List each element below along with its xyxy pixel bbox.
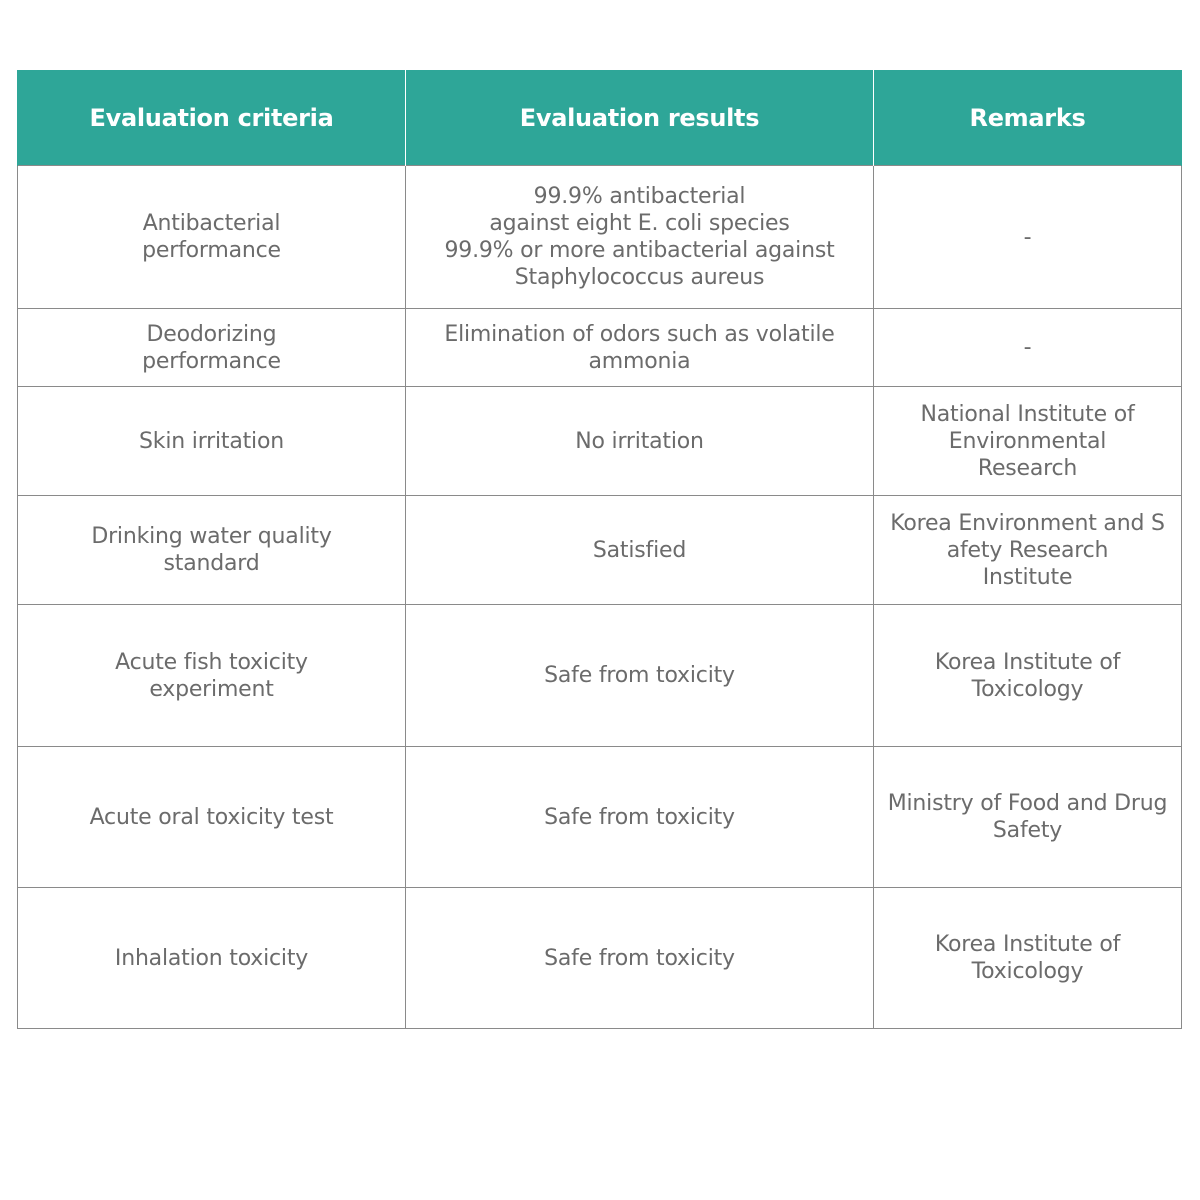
criteria-cell: Deodorizing performance: [18, 309, 406, 387]
header-evaluation-results: Evaluation results: [406, 70, 874, 166]
remarks-cell: Korea Institute of Toxicology: [874, 888, 1182, 1029]
table-row: [18, 496, 1182, 605]
criteria-cell: Inhalation toxicity: [18, 888, 406, 1029]
remarks-cell: National Institute of Environmental Research: [874, 387, 1182, 496]
results-cell: Safe from toxicity: [406, 888, 874, 1029]
table-row: [18, 747, 1182, 888]
table-body: [18, 166, 1182, 1029]
results-cell: Elimination of odors such as volatile ammonia: [406, 309, 874, 387]
remarks-cell: Korea Institute of Toxicology: [874, 605, 1182, 747]
remarks-cell: Ministry of Food and Drug Safety: [874, 747, 1182, 888]
header-remarks: Remarks: [874, 70, 1182, 166]
remarks-cell: -: [874, 309, 1182, 387]
remarks-cell: Korea Environment and S afety Research Institute: [874, 496, 1182, 605]
results-cell: Satisfied: [406, 496, 874, 605]
results-cell: Safe from toxicity: [406, 747, 874, 888]
criteria-cell: Acute oral toxicity test: [18, 747, 406, 888]
table-row: [18, 166, 1182, 309]
criteria-cell: Drinking water quality standard: [18, 496, 406, 605]
table-row: [18, 605, 1182, 747]
criteria-cell: Antibacterial performance: [18, 166, 406, 309]
criteria-cell: Acute fish toxicity experiment: [18, 605, 406, 747]
table-header: [18, 70, 1182, 166]
results-cell: No irritation: [406, 387, 874, 496]
criteria-cell: Skin irritation: [18, 387, 406, 496]
header-evaluation-criteria: Evaluation criteria: [18, 70, 406, 166]
header-row: [18, 70, 1182, 166]
table-row: [18, 309, 1182, 387]
evaluation-table: [17, 70, 1182, 1029]
table-row: [18, 888, 1182, 1029]
table-row: [18, 387, 1182, 496]
results-cell: 99.9% antibacterial against eight E. coli species 99.9% or more antibacterial against Staphylococcus aureus: [406, 166, 874, 309]
remarks-cell: -: [874, 166, 1182, 309]
results-cell: Safe from toxicity: [406, 605, 874, 747]
